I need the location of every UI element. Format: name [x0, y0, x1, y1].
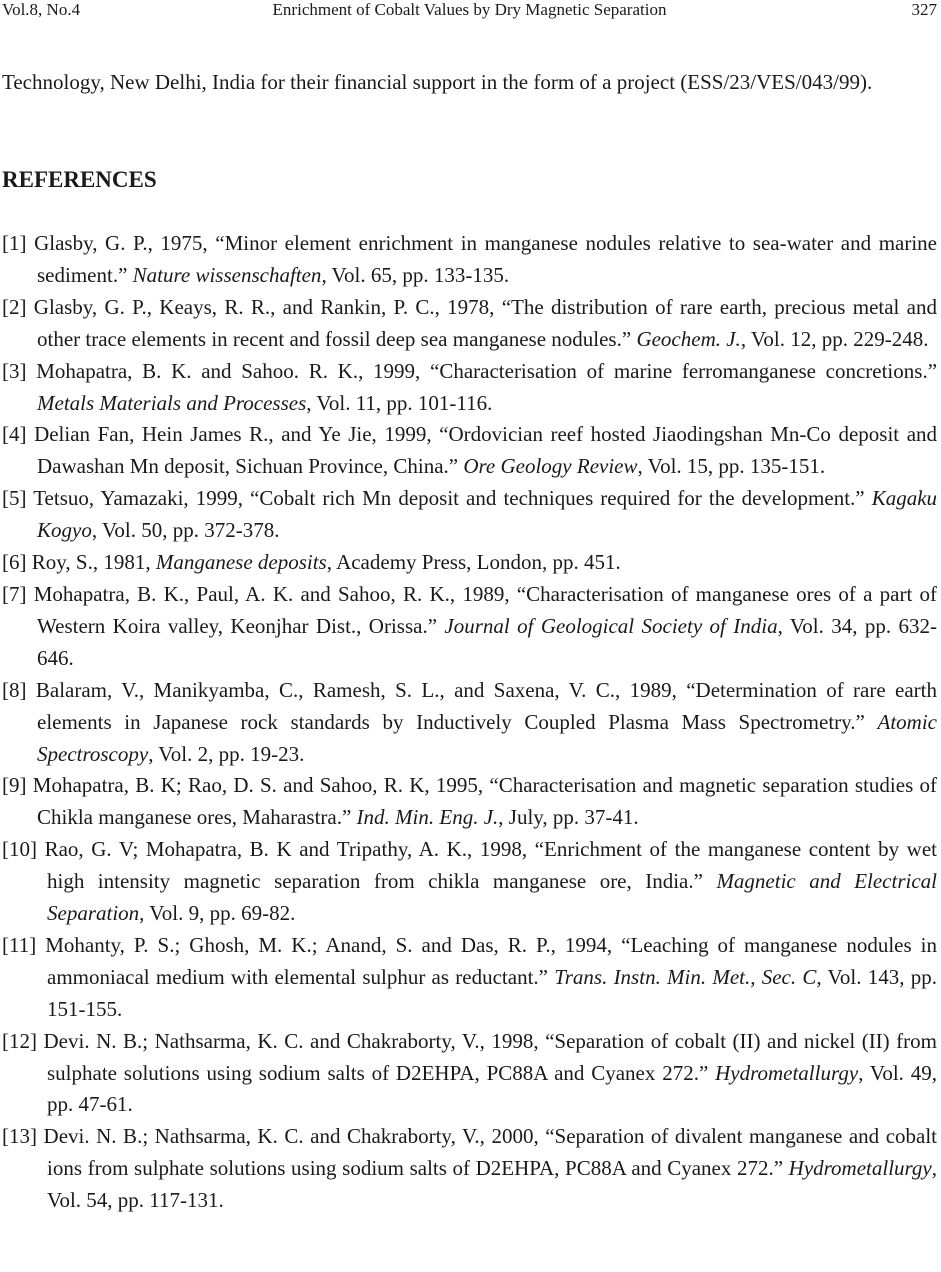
reference-number: [7] — [2, 581, 27, 606]
reference-volume-pages: , July, pp. 37-41. — [498, 805, 639, 830]
reference-item — [2, 579, 937, 675]
running-title: Enrichment of Cobalt Values by Dry Magnetic Separation — [272, 0, 667, 19]
reference-journal: Ind. Min. Eng. J. — [356, 805, 499, 830]
reference-item — [2, 547, 937, 579]
reference-text: Tetsuo, Yamazaki, 1999, “Cobalt rich Mn deposit and techniques required for the development.” — [33, 486, 865, 511]
reference-number: [10] — [2, 837, 37, 862]
reference-journal: Manganese deposits — [155, 550, 327, 575]
reference-journal: Hydrometallurgy — [788, 1156, 932, 1181]
reference-text: Rao, G. V; Mohapatra, B. K and Tripathy, A. K., 1998, “Enrichment of the manganese content by wet high intensity magnetic separation from chikla manganese ore, India.” — [44, 837, 937, 894]
reference-volume-pages: , Academy Press, London, pp. 451. — [326, 550, 621, 575]
reference-list — [2, 228, 937, 1217]
reference-item — [2, 675, 937, 771]
reference-volume-pages: , Vol. 54, pp. 117-131. — [47, 1156, 937, 1213]
reference-text: Roy, S., 1981, — [31, 550, 151, 575]
reference-volume-pages: , Vol. 11, pp. 101-116. — [306, 390, 493, 415]
reference-text: Glasby, G. P., 1975, “Minor element enrichment in manganese nodules relative to sea-water and marine sediment.” — [34, 231, 937, 287]
reference-volume-pages: , Vol. 2, pp. 19-23. — [148, 741, 305, 766]
reference-journal: Magnetic and Electrical Separation — [47, 869, 937, 926]
reference-text: Delian Fan, Hein James R., and Ye Jie, 1999, “Ordovician reef hosted Jiaodingshan Mn-Co deposit and Dawashan Mn deposit, Sichuan Province, China.” — [34, 422, 938, 479]
reference-volume-pages: , Vol. 15, pp. 135-151. — [637, 454, 826, 479]
reference-volume-pages: , Vol. 34, pp. 632-646. — [37, 613, 937, 670]
reference-number: [12] — [2, 1028, 37, 1053]
reference-text: Mohapatra, B. K., Paul, A. K. and Sahoo, R. K., 1989, “Characterisation of manganese ores of a part of Western Koira valley, Keonjhar Dist., Orissa.” — [33, 581, 938, 638]
reference-number: [13] — [2, 1124, 37, 1149]
reference-text: Mohapatra, B. K; Rao, D. S. and Sahoo, R. K, 1995, “Characterisation and magnetic separation studies of Chikla manganese ores, Maharastra.” — [32, 773, 938, 830]
reference-text: Devi. N. B.; Nathsarma, K. C. and Chakraborty, V., 2000, “Separation of divalent manganese and cobalt ions from sulphate solutions using sodium salts of D2EHPA, PC88A and Cyanex 272.” — [43, 1124, 938, 1181]
reference-volume-pages: , Vol. 49, pp. 47-61. — [47, 1060, 937, 1117]
reference-journal: Nature wissenschaften — [132, 262, 322, 287]
reference-journal: Metals Materials and Processes — [37, 390, 307, 415]
reference-volume-pages: , Vol. 50, pp. 372-378. — [91, 518, 280, 543]
reference-journal: Hydrometallurgy — [715, 1060, 859, 1085]
reference-item — [2, 1121, 937, 1217]
page-number: 327 — [911, 0, 937, 19]
reference-item — [2, 770, 937, 834]
reference-volume-pages: , Vol. 143, pp. 151-155. — [47, 964, 937, 1021]
reference-volume-pages: , Vol. 65, pp. 133-135. — [321, 262, 510, 287]
reference-text: Glasby, G. P., Keays, R. R., and Rankin, P. C., 1978, “The distribution of rare earth, precious metal and other trace elements in recent and fossil deep sea manganese nodules.” — [33, 294, 937, 351]
reference-number: [6] — [2, 550, 27, 575]
reference-number: [8] — [2, 677, 27, 702]
volume-label: Vol.8, No.4 — [2, 0, 81, 19]
reference-journal: Journal of Geological Society of India — [444, 613, 778, 638]
reference-volume-pages: , Vol. 9, pp. 69-82. — [139, 901, 296, 926]
running-header — [2, 0, 937, 22]
acknowledgment-paragraph: Technology, New Delhi, India for their financial support in the form of a project (ESS/23/VES/043/99). — [2, 70, 873, 94]
reference-number: [4] — [2, 422, 27, 447]
reference-item — [2, 419, 937, 483]
reference-text: Mohapatra, B. K. and Sahoo. R. K., 1999, “Characterisation of marine ferromanganese concretions.” — [36, 358, 938, 383]
references-heading: REFERENCES — [2, 167, 157, 192]
reference-item — [2, 356, 937, 420]
reference-number: [9] — [2, 773, 27, 798]
reference-number: [3] — [2, 358, 27, 383]
reference-item — [2, 834, 937, 930]
reference-text: Mohanty, P. S.; Ghosh, M. K.; Anand, S. and Das, R. P., 1994, “Leaching of manganese nodules in ammoniacal medium with elemental sulphur as reductant.” — [45, 932, 937, 989]
reference-item — [2, 930, 937, 1026]
reference-text: Devi. N. B.; Nathsarma, K. C. and Chakraborty, V., 1998, “Separation of cobalt (II) and nickel (II) from sulphate solutions using sodium salts of D2EHPA, PC88A and Cyanex 272.” — [43, 1028, 938, 1085]
reference-journal: Ore Geology Review — [463, 454, 638, 479]
reference-item — [2, 228, 937, 292]
reference-journal: Geochem. J. — [636, 326, 741, 351]
reference-item — [2, 483, 937, 547]
reference-journal: Atomic Spectroscopy — [37, 709, 937, 766]
reference-journal: Kagaku Kogyo — [37, 486, 938, 543]
reference-journal: Trans. Instn. Min. Met., Sec. C — [554, 964, 817, 989]
reference-number: [5] — [2, 486, 27, 511]
reference-number: [2] — [2, 294, 27, 319]
reference-text: Balaram, V., Manikyamba, C., Ramesh, S. L., and Saxena, V. C., 1989, “Determination of rare earth elements in Japanese rock standards by Inductively Coupled Plasma Mass Spectrometry.” — [35, 677, 938, 734]
reference-item — [2, 1026, 937, 1122]
reference-number: [1] — [2, 231, 27, 255]
reference-number: [11] — [2, 932, 37, 957]
reference-item — [2, 292, 937, 356]
reference-volume-pages: , Vol. 12, pp. 229-248. — [740, 326, 929, 351]
